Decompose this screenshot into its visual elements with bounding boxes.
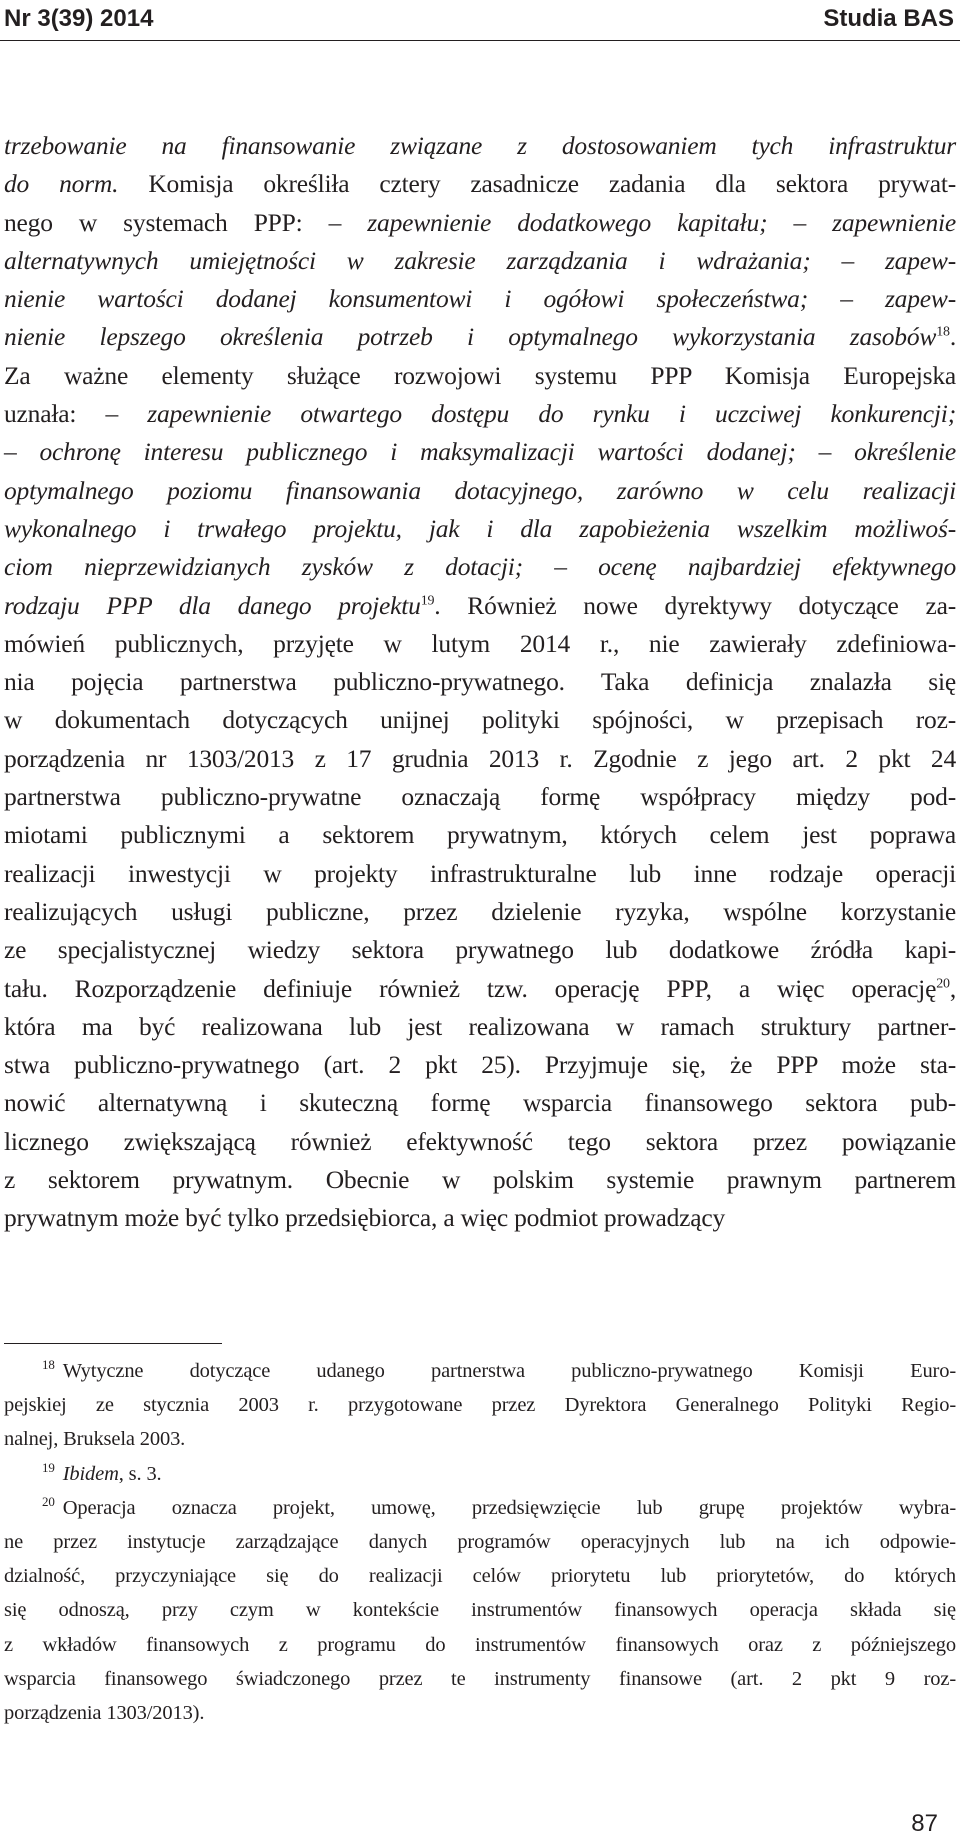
italic-text: wykonalnego i trwałego projektu, jak i dla zapobieżenia wszelkim możliwoś- bbox=[4, 513, 956, 543]
text-line bbox=[4, 931, 956, 969]
italic-text: – zapewnienie dodatkowego kapitału; – zapewnienie bbox=[328, 207, 956, 237]
text-run: realizacji inwestycji w projekty infrastrukturalne lub inne rodzaje operacji bbox=[4, 858, 956, 888]
footnote-number: 19 bbox=[42, 1459, 55, 1475]
italic-text: nienie wartości dodanej konsumentowi i ogółowi społeczeństwa; – zapew- bbox=[4, 284, 956, 314]
italic-text: optymalnego poziomu finansowania dotacyjnego, zarówno w celu realizacji bbox=[4, 475, 956, 505]
footnote-line bbox=[4, 1662, 956, 1696]
text-run: nalnej, Bruksela 2003. bbox=[4, 1428, 186, 1451]
text-run: tału. Rozporządzenie definiuje również tzw. operację PPP, a więc operację bbox=[4, 973, 937, 1003]
footnote-line bbox=[4, 1491, 956, 1525]
footnote-line bbox=[4, 1422, 956, 1456]
italic-text: – ochronę interesu publicznego i maksymalizacji wartości dodanej; – określenie bbox=[4, 437, 956, 467]
footnote-number: 18 bbox=[42, 1357, 55, 1373]
text-line bbox=[4, 472, 956, 510]
footnotes bbox=[4, 1354, 956, 1730]
text-run: uznała: bbox=[4, 399, 106, 429]
text-run: Za ważne elementy służące rozwojowi systemu PPP Komisja Europejska bbox=[4, 360, 956, 390]
text-line bbox=[4, 663, 956, 701]
text-line bbox=[4, 204, 956, 242]
text-run: nia pojęcia partnerstwa publiczno-prywatnego. Taka definicja znalazła się bbox=[4, 667, 956, 697]
italic-text: alternatywnych umiejętności w zakresie zarządzania i wdrażania; – zapew- bbox=[4, 245, 956, 275]
italic-text: do norm. bbox=[4, 169, 119, 199]
text-run: stwa publiczno-prywatnego (art. 2 pkt 25). Przyjmuje się, że PPP może sta- bbox=[4, 1050, 956, 1080]
text-run: miotami publicznymi a sektorem prywatnym, których celem jest poprawa bbox=[4, 820, 956, 850]
text-run: mówień publicznych, przyjęte w lutym 2014 r., nie zawierały zdefiniowa- bbox=[4, 628, 956, 658]
text-run: Operacja oznacza projekt, umowę, przedsięwzięcie lub grupę projektów wybra- bbox=[62, 1496, 956, 1519]
text-line bbox=[4, 165, 956, 203]
text-line bbox=[4, 1161, 956, 1199]
text-run: ze specjalistycznej wiedzy sektora prywatnego lub dodatkowe źródła kapi- bbox=[4, 935, 956, 965]
text-line bbox=[4, 1008, 956, 1046]
journal-title: Studia BAS bbox=[823, 5, 954, 32]
italic-text: nienie lepszego określenia potrzeb i optymalnego wykorzystania zasobów bbox=[4, 322, 937, 352]
text-line bbox=[4, 816, 956, 854]
text-run: Komisja określiła cztery zasadnicze zadania dla sektora prywat- bbox=[118, 169, 957, 199]
text-run: ne przez instytucje zarządzające danych programów operacyjnych lub na ich odpowie- bbox=[4, 1530, 956, 1553]
footnote-18 bbox=[4, 1354, 956, 1457]
text-run: Wytyczne dotyczące udanego partnerstwa publiczno-prywatnego Komisji Euro- bbox=[62, 1360, 956, 1382]
text-line bbox=[4, 280, 956, 318]
text-line bbox=[4, 433, 956, 471]
italic-text: trzebowanie na finansowanie związane z dostosowaniem tych infrastruktur bbox=[4, 131, 956, 160]
footnote-20 bbox=[4, 1491, 956, 1730]
text-line bbox=[4, 1199, 956, 1237]
footnote-line bbox=[4, 1457, 956, 1491]
text-run: , s. 3. bbox=[118, 1462, 162, 1485]
footnote-line bbox=[4, 1388, 956, 1422]
footnote-line bbox=[4, 1354, 956, 1388]
text-line bbox=[4, 740, 956, 778]
text-line bbox=[4, 625, 956, 663]
text-line bbox=[4, 1084, 956, 1122]
text-line bbox=[4, 701, 956, 739]
text-line bbox=[4, 548, 956, 586]
text-line bbox=[4, 893, 956, 931]
footnote-reference: 20 bbox=[936, 976, 950, 992]
italic-text: Ibidem bbox=[62, 1462, 119, 1485]
footnote-reference: 18 bbox=[936, 324, 950, 340]
text-run: . Również nowe dyrektywy dotyczące za- bbox=[434, 590, 956, 620]
header-divider bbox=[0, 40, 960, 41]
text-line bbox=[4, 587, 956, 625]
footnote-line bbox=[4, 1696, 956, 1730]
text-run: wsparcia finansowego świadczonego przez te instrumenty finansowe (art. 2 pkt 9 roz- bbox=[4, 1667, 956, 1690]
text-run: w dokumentach dotyczących unijnej polityki spójności, w przepisach roz- bbox=[4, 705, 956, 735]
text-line bbox=[4, 395, 956, 433]
italic-text: rodzaju PPP dla danego projektu bbox=[4, 590, 421, 620]
text-line bbox=[4, 778, 956, 816]
footnote-line bbox=[4, 1593, 956, 1627]
text-line bbox=[4, 1046, 956, 1084]
text-run: pejskiej ze stycznia 2003 r. przygotowane przez Dyrektora Generalnego Polityki Regio- bbox=[4, 1394, 956, 1417]
text-run: prywatnym może być tylko przedsiębiorca, a więc podmiot prowadzący bbox=[4, 1203, 726, 1233]
footnote-divider bbox=[4, 1343, 222, 1344]
text-line bbox=[4, 970, 956, 1008]
text-run: się odnoszą, przy czym w kontekście instrumentów finansowych operacja składa się bbox=[4, 1599, 956, 1622]
running-header bbox=[0, 0, 960, 40]
text-run: partnerstwa publiczno-prywatne oznaczają formę współpracy między pod- bbox=[4, 782, 956, 812]
footnote-reference: 19 bbox=[420, 593, 435, 609]
text-line bbox=[4, 510, 956, 548]
text-line bbox=[4, 127, 956, 165]
text-run: realizujących usługi publiczne, przez dzielenie ryzyka, wspólne korzystanie bbox=[4, 896, 956, 926]
text-run: porządzenia nr 1303/2013 z 17 grudnia 2013 r. Zgodnie z jego art. 2 pkt 24 bbox=[4, 743, 956, 773]
italic-text: – zapewnienie otwartego dostępu do rynku i uczciwej konkurencji; bbox=[105, 399, 956, 429]
footnote-line bbox=[4, 1559, 956, 1593]
text-run: która ma być realizowana lub jest realizowana w ramach struktury partner- bbox=[4, 1011, 956, 1041]
text-line bbox=[4, 357, 956, 395]
text-line bbox=[4, 855, 956, 893]
text-run: z sektorem prywatnym. Obecnie w polskim systemie prawnym partnerem bbox=[4, 1165, 956, 1195]
footnote-line bbox=[4, 1525, 956, 1559]
page-number: 87 bbox=[911, 1810, 938, 1837]
text-run: , bbox=[949, 973, 956, 1003]
footnote-19 bbox=[4, 1457, 956, 1491]
text-run: nego w systemach PPP: bbox=[4, 207, 329, 237]
footnote-number: 20 bbox=[42, 1493, 55, 1509]
italic-text: ciom nieprzewidzianych zysków z dotacji; – ocenę najbardziej efektywnego bbox=[4, 552, 956, 582]
body-text bbox=[4, 127, 956, 1238]
text-run: z wkładów finansowych z programu do instrumentów finansowych oraz z późniejszego bbox=[4, 1633, 956, 1656]
text-run: . bbox=[949, 322, 956, 352]
footnote-line bbox=[4, 1628, 956, 1662]
issue-number: Nr 3(39) 2014 bbox=[4, 5, 154, 32]
text-line bbox=[4, 318, 956, 356]
text-run: licznego zwiększającą również efektywność tego sektora przez powiązanie bbox=[4, 1126, 956, 1156]
text-line bbox=[4, 1123, 956, 1161]
text-run: dzialność, przyczyniające się do realizacji celów priorytetu lub priorytetów, do których bbox=[4, 1565, 956, 1588]
text-line bbox=[4, 242, 956, 280]
text-run: nowić alternatywną i skuteczną formę wsparcia finansowego sektora pub- bbox=[4, 1088, 956, 1118]
text-run: porządzenia 1303/2013). bbox=[4, 1701, 205, 1724]
